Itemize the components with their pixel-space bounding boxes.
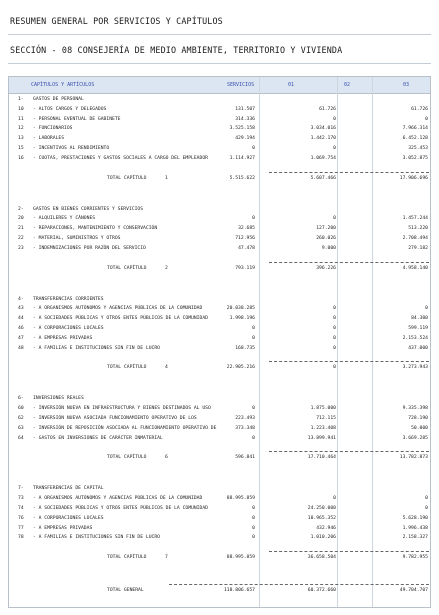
cell-v2: 1.442.170 <box>310 136 336 142</box>
table-row <box>9 533 430 542</box>
cell-v1: 0 <box>252 335 255 341</box>
cell-label: - A CORPORACIONES LOCALES <box>33 515 104 521</box>
cell-label: TOTAL GENERAL <box>107 588 144 594</box>
cell-v2: 0 <box>333 496 336 502</box>
table-row <box>9 414 430 423</box>
cell-v2: 0 <box>333 216 336 222</box>
cell-v1: 88.995.859 <box>226 496 255 502</box>
cell-v2: 17.710.464 <box>307 455 336 461</box>
cell-v2: 1.223.408 <box>310 425 336 431</box>
cell-v2: 712.115 <box>316 416 336 421</box>
cell-label: - INCENTIVOS AL RENDIMIENTO <box>33 146 110 151</box>
cell-label: TOTAL CAPÍTULO <box>107 455 147 461</box>
cell-label: TOTAL CAPÍTULO <box>107 365 147 371</box>
table-row <box>9 314 430 323</box>
total-separator <box>269 451 429 452</box>
total-row <box>9 586 430 595</box>
cell-v3: 3.273.943 <box>402 365 428 371</box>
table-header <box>9 77 430 94</box>
cell-label: GASTOS EN BIENES CORRIENTES Y SERVICIOS <box>33 206 144 212</box>
table-row <box>9 504 430 513</box>
header-capitulos: CAPÍTULOS Y ARTÍCULOS <box>31 82 95 88</box>
cell-label: - A EMPRESAS PRIVADAS <box>33 525 93 531</box>
cell-v2: 1.875.000 <box>310 406 336 412</box>
cell-v2: 13.899.941 <box>307 435 336 441</box>
cell-num: 7 <box>165 555 168 561</box>
cell-v2: 0 <box>333 365 336 371</box>
total-row <box>9 453 430 462</box>
cell-v3: 7.966.314 <box>402 126 428 132</box>
cell-code: 2- <box>18 206 24 212</box>
cell-v3: 1.457.244 <box>402 216 428 222</box>
cell-label: - A FAMILIAS E INSTITUCIONES SIN FIN DE LUCRO <box>33 535 160 541</box>
cell-label: TOTAL CAPÍTULO <box>107 265 147 271</box>
cell-code: 73 <box>18 496 24 502</box>
header-col-02: 02 <box>344 82 351 88</box>
cell-v1: 314.336 <box>235 116 255 122</box>
cell-v1: 0 <box>252 506 255 511</box>
cell-v3: 2.708.494 <box>402 236 428 241</box>
cell-v1: 0 <box>252 146 255 151</box>
header-col-01: 01 <box>288 82 295 88</box>
cell-code: 23 <box>18 245 24 251</box>
cell-v1: 0 <box>252 525 255 531</box>
cell-v3: 61.726 <box>411 106 428 112</box>
cell-code: 78 <box>18 535 24 541</box>
cell-v1: 223.493 <box>235 416 255 421</box>
table-row <box>9 154 430 163</box>
table-row <box>9 404 430 413</box>
table-row <box>9 144 430 153</box>
cell-v3: 0 <box>425 496 428 502</box>
cell-v1: 0 <box>252 435 255 441</box>
cell-code: 1- <box>18 97 24 102</box>
cell-v2: 5.607.466 <box>310 175 336 181</box>
cell-label: - CUOTAS, PRESTACIONES Y GASTOS SOCIALES A CARGO DEL EMPLEADOR <box>33 155 208 161</box>
cell-label: INVERSIONES REALES <box>33 396 84 402</box>
cell-v1: 22.905.216 <box>226 365 255 371</box>
cell-v2: 1.010.206 <box>310 535 336 541</box>
table-row <box>9 244 430 253</box>
table-row <box>9 115 430 124</box>
cell-v1: 0 <box>252 216 255 222</box>
cell-v1: 793.119 <box>235 265 255 271</box>
cell-v2: 61.726 <box>319 106 336 112</box>
cell-v2: 3.034.016 <box>310 126 336 132</box>
cell-v1: 20.038.285 <box>226 306 255 312</box>
cell-label: - MATERIAL, SUMINISTROS Y OTROS <box>33 236 121 241</box>
cell-v3: 1.996.438 <box>402 525 428 531</box>
cell-code: 76 <box>18 515 24 521</box>
table-row <box>9 494 430 503</box>
cell-label: - A EMPRESAS PRIVADAS <box>33 335 93 341</box>
table-row <box>9 134 430 143</box>
chapter-heading-row <box>9 484 430 493</box>
cell-v1: 1.114.927 <box>229 155 255 161</box>
cell-code: 13 <box>18 136 24 142</box>
cell-code: 11 <box>18 116 24 122</box>
cell-code: 46 <box>18 326 24 331</box>
cell-label: - INVERSIÓN DE REPOSICIÓN ASOCIADA AL FUNCIONAMIENTO OPERATIVO DE <box>33 425 217 431</box>
cell-v2: 9.000 <box>321 245 336 251</box>
cell-code: 63 <box>18 425 24 431</box>
cell-v3: 728.190 <box>408 416 428 421</box>
cell-label: - ALQUILERES Y CÁNONES <box>33 216 96 222</box>
cell-v3: 6.452.128 <box>402 136 428 142</box>
chapter-heading-row <box>9 205 430 214</box>
cell-label: TRANSFERENCIAS CORRIENTES <box>33 296 104 302</box>
cell-v3: 4.958.140 <box>402 265 428 271</box>
title-divider <box>8 34 431 35</box>
cell-v3: 9.782.955 <box>402 555 428 561</box>
table-row <box>9 424 430 433</box>
cell-v1: 0 <box>252 515 255 521</box>
cell-v1: 88.995.859 <box>226 555 255 561</box>
cell-v1: 3.525.158 <box>229 126 255 132</box>
cell-v3: 13.782.873 <box>399 455 428 461</box>
cell-v2: 432.946 <box>316 525 336 531</box>
cell-v3: 50.000 <box>411 425 428 431</box>
table-row <box>9 344 430 353</box>
cell-label: - REPARACIONES, MANTENIMIENTO Y CONSERVACIÓN <box>33 226 158 232</box>
table-row <box>9 524 430 533</box>
total-row <box>9 264 430 273</box>
cell-v1: 5.515.622 <box>229 175 255 181</box>
cell-v1: 0 <box>252 535 255 541</box>
table-row <box>9 214 430 223</box>
cell-v3: 3.052.875 <box>402 155 428 161</box>
cell-label: - ALTOS CARGOS Y DELEGADOS <box>33 106 107 112</box>
cell-v1: 168.735 <box>235 345 255 351</box>
cell-code: 12 <box>18 126 24 132</box>
cell-code: 20 <box>18 216 24 222</box>
cell-v2: 10.965.352 <box>307 515 336 521</box>
cell-label: - A ORGANISMOS AUTÓNOMOS Y AGENCIAS PÚBLICAS DE LA COMUNIDAD <box>33 496 203 502</box>
cell-v3: 17.906.696 <box>399 175 428 181</box>
table-row <box>9 124 430 133</box>
cell-num: 1 <box>165 175 168 181</box>
table-row <box>9 224 430 233</box>
total-row <box>9 363 430 372</box>
cell-v3: 49.704.707 <box>399 588 428 594</box>
cell-v2: 60.372.660 <box>307 588 336 594</box>
cell-code: 43 <box>18 306 24 312</box>
cell-v1: 596.841 <box>235 455 255 461</box>
table-row <box>9 304 430 313</box>
cell-code: 44 <box>18 316 24 322</box>
cell-label: TOTAL CAPÍTULO <box>107 555 147 561</box>
cell-code: 10 <box>18 106 24 112</box>
cell-label: - A ORGANISMOS AUTÓNOMOS Y AGENCIAS PÚBLICAS DE LA COMUNIDAD <box>33 306 203 312</box>
page-title: RESUMEN GENERAL POR SERVICIOS Y CAPÍTULOS <box>10 16 223 26</box>
cell-v2: 260.026 <box>316 236 336 241</box>
cell-v1: 429.194 <box>235 136 255 142</box>
cell-label: - A FAMILIAS E INSTITUCIONES SIN FIN DE LUCRO <box>33 345 160 351</box>
cell-v2: 24.250.000 <box>307 506 336 511</box>
chapter-heading-row <box>9 394 430 403</box>
cell-code: 62 <box>18 416 24 421</box>
cell-v3: 513.220 <box>408 226 428 232</box>
cell-label: - INDEMNIZACIONES POR RAZÓN DEL SERVICIO <box>33 245 146 251</box>
cell-label: - A SOCIEDADES PÚBLICAS Y OTROS ENTES PÚBLICOS DE LA COMUNIDAD <box>33 506 208 511</box>
cell-label: - INVERSIÓN NUEVA EN INFRAESTRUCTURA Y BIENES DESTINADOS AL USO <box>33 406 211 412</box>
cell-label: - PERSONAL EVENTUAL DE GABINETE <box>33 116 121 122</box>
cell-v2: 0 <box>333 345 336 351</box>
cell-v3: 84.300 <box>411 316 428 322</box>
cell-v2: 0 <box>333 116 336 122</box>
cell-label: GASTOS DE PERSONAL <box>33 97 84 102</box>
cell-v3: 2.153.524 <box>402 335 428 341</box>
cell-v1: 32.685 <box>238 226 255 232</box>
cell-code: 4- <box>18 296 24 302</box>
cell-num: 2 <box>165 265 168 271</box>
cell-code: 6- <box>18 396 24 402</box>
cell-label: - GASTOS EN INVERSIONES DE CARÁCTER INMATERIAL <box>33 435 163 441</box>
cell-v2: 0 <box>333 335 336 341</box>
cell-label: - A CORPORACIONES LOCALES <box>33 326 104 331</box>
cell-v1: 373.348 <box>235 425 255 431</box>
cell-v3: 2.158.327 <box>402 535 428 541</box>
total-separator <box>269 551 429 552</box>
cell-num: 6 <box>165 455 168 461</box>
cell-v3: 3.669.285 <box>402 435 428 441</box>
cell-v3: 279.182 <box>408 245 428 251</box>
cell-v3: 5.628.190 <box>402 515 428 521</box>
total-separator <box>269 262 429 263</box>
table-row <box>9 234 430 243</box>
cell-code: 16 <box>18 155 24 161</box>
cell-v3: 599.119 <box>408 326 428 331</box>
cell-code: 7- <box>18 486 24 492</box>
cell-v2: 1.069.754 <box>310 155 336 161</box>
cell-v3: 0 <box>425 306 428 312</box>
table-row <box>9 334 430 343</box>
cell-v3: 0 <box>425 506 428 511</box>
cell-label: TOTAL CAPÍTULO <box>107 175 147 181</box>
table-row <box>9 434 430 443</box>
cell-v3: 437.000 <box>408 345 428 351</box>
cell-v2: 0 <box>333 306 336 312</box>
cell-v3: 0 <box>425 116 428 122</box>
total-separator <box>269 172 429 173</box>
cell-v1: 0 <box>252 406 255 412</box>
table-row <box>9 324 430 333</box>
cell-label: - LABORALES <box>33 136 65 142</box>
chapter-heading-row <box>9 95 430 104</box>
cell-code: 77 <box>18 525 24 531</box>
table-row <box>9 105 430 114</box>
cell-code: 47 <box>18 335 24 341</box>
header-servicios: SERVICIOS <box>227 82 255 88</box>
cell-v2: 396.226 <box>316 265 336 271</box>
cell-v1: 712.956 <box>235 236 255 241</box>
total-row <box>9 174 430 183</box>
total-separator <box>269 361 429 362</box>
section-title: SECCIÓN - 08 CONSEJERÍA DE MEDIO AMBIENTE, TERRITORIO Y VIVIENDA <box>10 45 343 55</box>
total-row <box>9 553 430 562</box>
cell-code: 60 <box>18 406 24 412</box>
budget-table <box>8 76 431 608</box>
cell-v1: 1.998.196 <box>229 316 255 322</box>
cell-code: 64 <box>18 435 24 441</box>
cell-v3: 325.453 <box>408 146 428 151</box>
cell-v1: 118.806.657 <box>223 588 255 594</box>
cell-num: 4 <box>165 365 168 371</box>
cell-label: - INVERSIÓN NUEVA ASOCIADA FUNCIONAMIENTO OPERATIVO DE LOS <box>33 416 197 421</box>
cell-v1: 47.478 <box>238 245 255 251</box>
cell-v2: 0 <box>333 326 336 331</box>
subtitle-divider <box>8 63 431 64</box>
cell-label: - FUNCIONARIOS <box>33 126 73 132</box>
cell-code: 74 <box>18 506 24 511</box>
cell-code: 21 <box>18 226 24 232</box>
cell-v2: 0 <box>333 146 336 151</box>
cell-label: TRANSFERENCIAS DE CAPITAL <box>33 486 104 492</box>
cell-code: 48 <box>18 345 24 351</box>
cell-v2: 36.658.504 <box>307 555 336 561</box>
header-col-03: 03 <box>403 82 410 88</box>
cell-v1: 0 <box>252 326 255 331</box>
total-separator <box>169 584 429 585</box>
cell-v2: 127.200 <box>316 226 336 232</box>
cell-code: 15 <box>18 146 24 151</box>
cell-code: 22 <box>18 236 24 241</box>
cell-v1: 131.507 <box>235 106 255 112</box>
cell-v3: 9.335.398 <box>402 406 428 412</box>
cell-label: - A SOCIEDADES PÚBLICAS Y OTROS ENTES PÚBLICOS DE LA COMUNIDAD <box>33 316 208 322</box>
chapter-heading-row <box>9 295 430 304</box>
cell-v2: 0 <box>333 316 336 322</box>
table-row <box>9 514 430 523</box>
